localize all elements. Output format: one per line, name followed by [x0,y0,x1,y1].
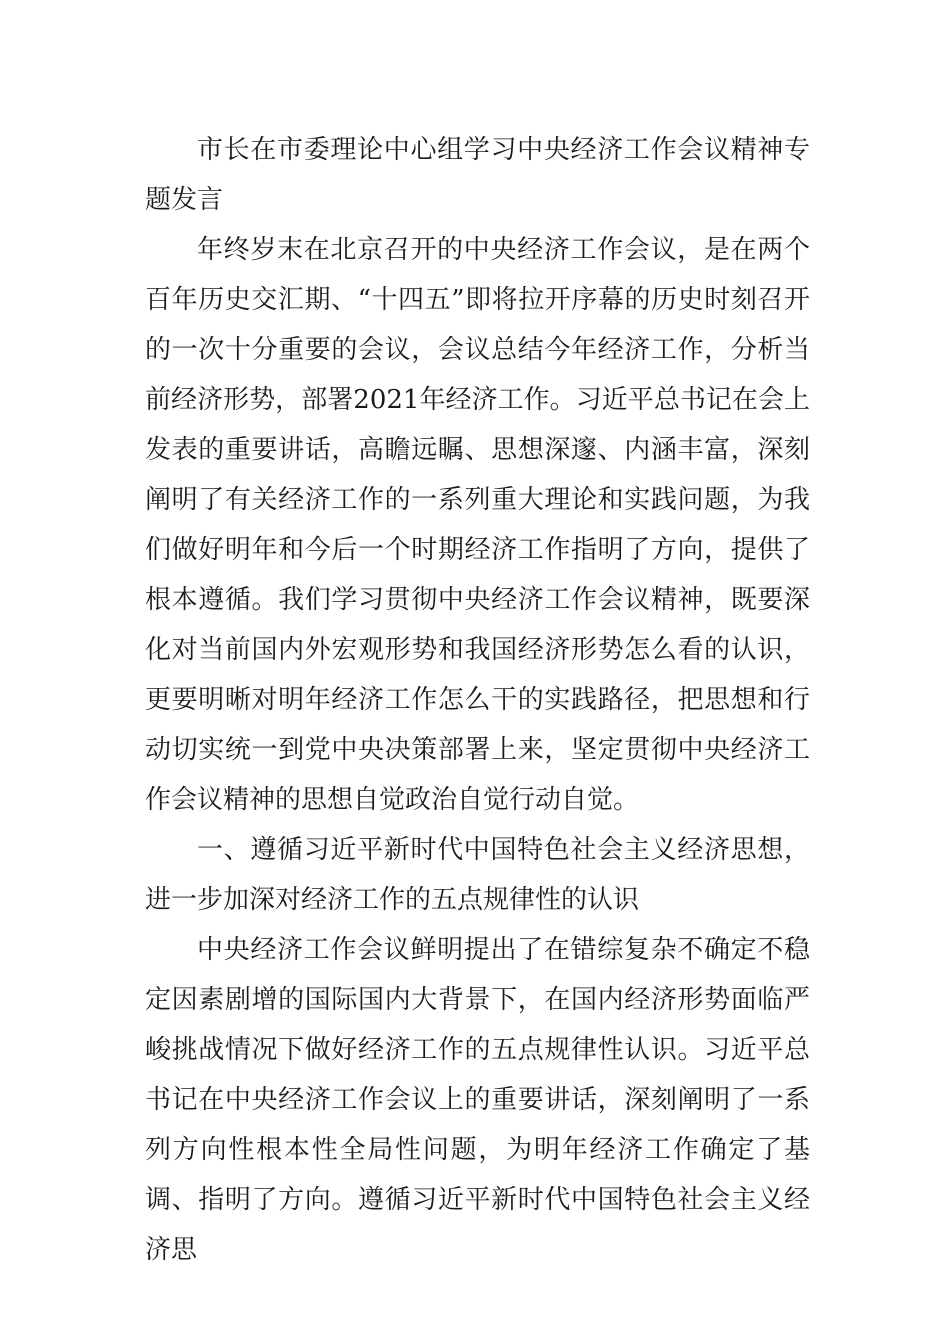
document-title: 市长在市委理论中心组学习中央经济工作会议精神专题发言 [145,135,810,215]
section-heading-1: 一、遵循习近平新时代中国特色社会主义经济思想，进一步加深对经济工作的五点规律性的认识 [145,835,810,915]
paragraph-section-1: 中央经济工作会议鲜明提出了在错综复杂不确定不稳定因素剧增的国际国内大背景下，在国内经济形势面临严峻挑战情况下做好经济工作的五点规律性认识。习近平总书记在中央经济工作会议上的重要讲话，深刻阐明了一系列方向性根本性全局性问题，为明年经济工作确定了基调、指明了方向。遵循习近平新时代中国特色社会主义经济思 [145,935,810,1265]
document-body [145,125,810,1275]
paragraph-intro: 年终岁末在北京召开的中央经济工作会议，是在两个百年历史交汇期、“十四五”即将拉开序幕的历史时刻召开的一次十分重要的会议，会议总结今年经济工作，分析当前经济形势，部署2021年经济工作。习近平总书记在会上发表的重要讲话，高瞻远瞩、思想深邃、内涵丰富，深刻阐明了有关经济工作的一系列重大理论和实践问题，为我们做好明年和今后一个时期经济工作指明了方向，提供了根本遵循。我们学习贯彻中央经济工作会议精神，既要深化对当前国内外宏观形势和我国经济形势怎么看的认识，更要明晰对明年经济工作怎么干的实践路径，把思想和行动切实统一到党中央决策部署上来，坚定贯彻中央经济工作会议精神的思想自觉政治自觉行动自觉。 [145,235,810,815]
